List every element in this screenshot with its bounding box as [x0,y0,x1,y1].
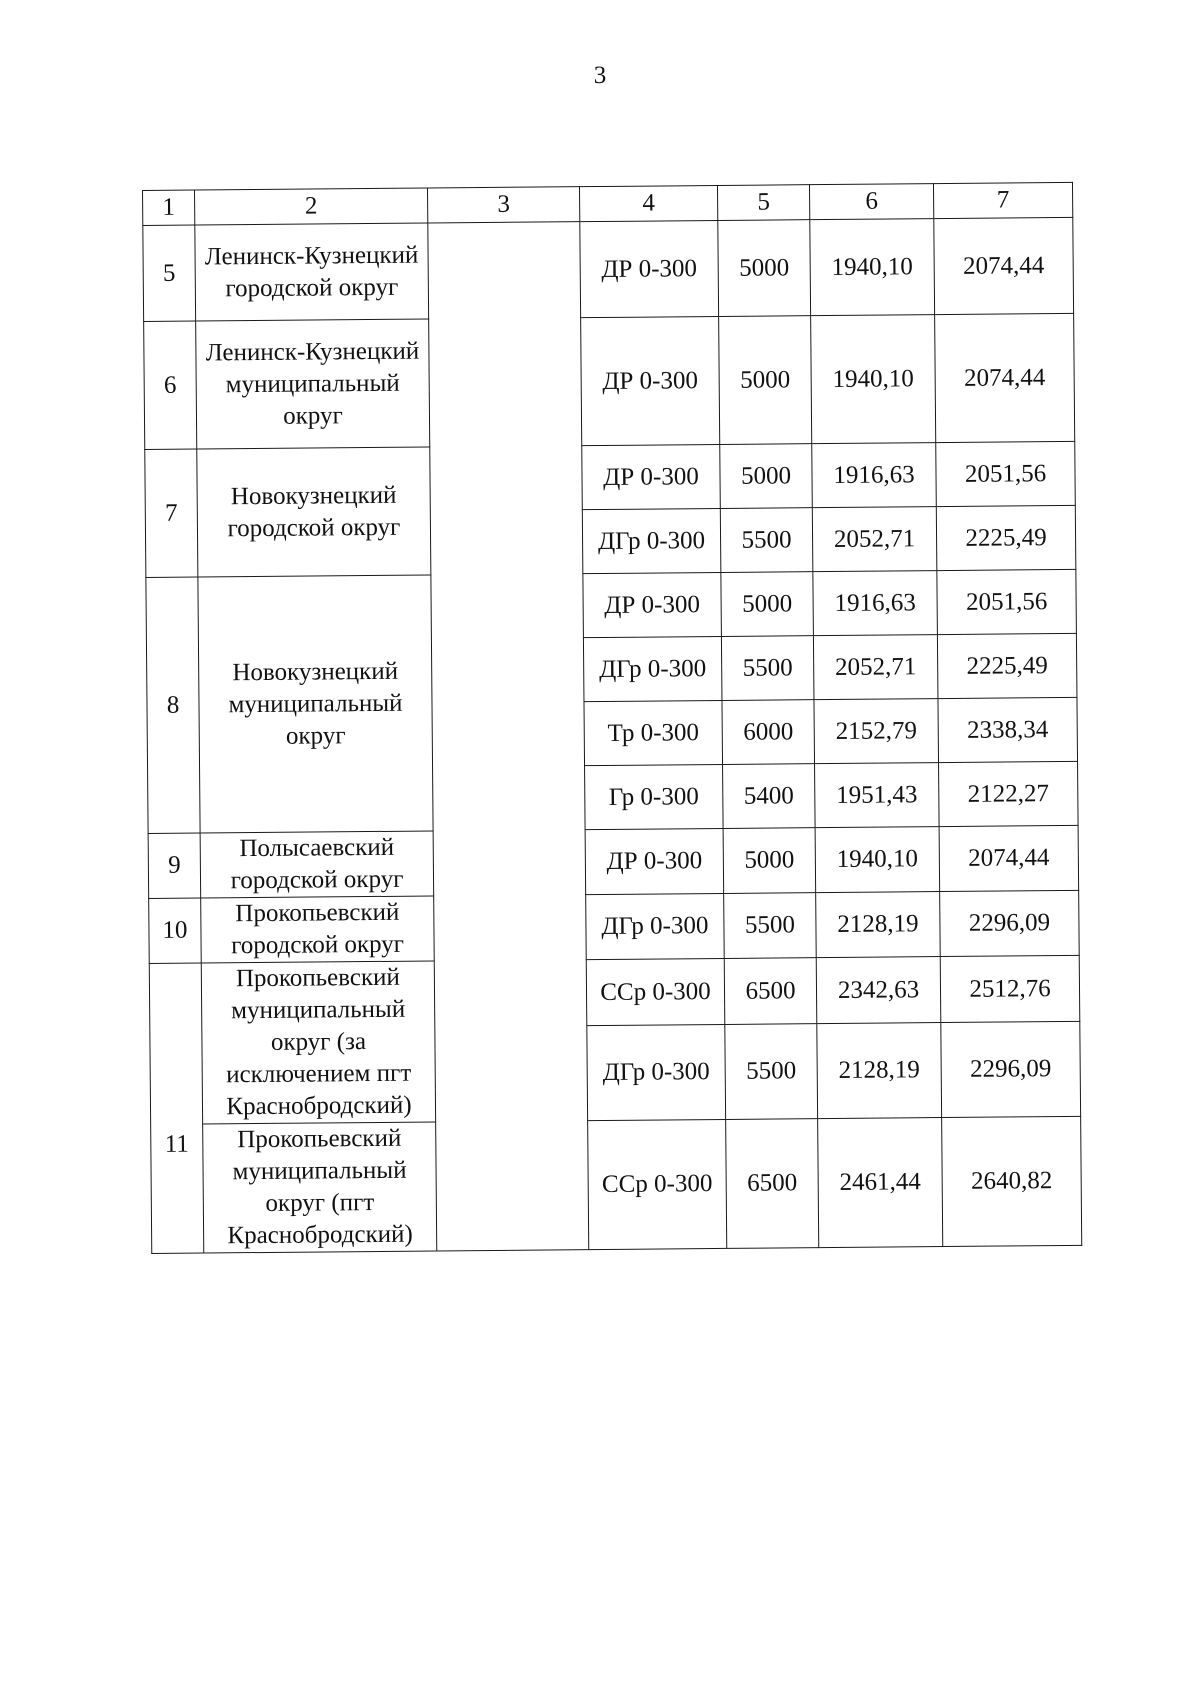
district-name: Ленинск-Кузнецкий муниципальный округ [196,319,430,449]
data-table [142,182,1082,1254]
column-header: 4 [579,185,717,221]
value-col5: 6500 [724,958,817,1025]
value-col5: 5500 [720,508,813,573]
value-col6: 1940,10 [811,315,936,444]
column-header: 7 [933,182,1072,218]
row-number: 9 [148,833,201,898]
column-header: 3 [427,187,579,223]
value-col7: 2074,44 [934,217,1074,314]
value-col7: 2296,09 [940,890,1080,956]
row-number: 5 [143,225,196,321]
value-col7: 2640,82 [942,1116,1082,1246]
grade-code: ДГр 0-300 [583,636,722,701]
value-col7: 2051,56 [936,441,1076,506]
value-col5: 5400 [723,764,816,829]
value-col7: 2296,09 [941,1021,1081,1117]
value-col5: 6000 [722,700,815,765]
value-col7: 2051,56 [937,569,1077,634]
value-col5: 5500 [725,1024,818,1120]
column-3-cell [428,222,589,1251]
row-number: 7 [145,449,198,577]
value-col6: 2128,19 [816,892,941,958]
value-col5: 5500 [724,893,817,959]
value-col7: 2122,27 [939,761,1079,826]
column-header: 6 [809,184,933,220]
value-col7: 2512,76 [940,955,1080,1022]
page-number: 3 [593,62,607,89]
grade-code: ДР 0-300 [585,828,724,894]
grade-code: ДГр 0-300 [582,508,721,573]
value-col6: 2342,63 [816,957,941,1024]
value-col5: 5000 [719,316,812,445]
table-row [145,441,1076,513]
grade-code: Тр 0-300 [584,700,723,765]
value-col7: 2225,49 [937,633,1077,698]
value-col6: 2052,71 [812,507,937,572]
district-name: Полысаевский городской округ [200,831,434,898]
value-col6: 1951,43 [815,763,940,828]
column-header: 5 [717,185,809,221]
grade-code: ССр 0-300 [588,1119,727,1249]
column-header: 2 [195,188,428,225]
column-header: 1 [143,190,195,225]
grade-code: Гр 0-300 [585,764,724,829]
grade-code: ДР 0-300 [580,220,719,317]
value-col5: 5000 [718,220,811,317]
district-name: Прокопьевский муниципальный округ (пгт Краснобродский) [203,1122,437,1253]
value-col6: 1916,63 [812,443,937,508]
table-row [146,569,1077,641]
value-col7: 2074,44 [939,825,1079,891]
value-col7: 2074,44 [935,313,1075,442]
value-col6: 2128,19 [817,1023,942,1119]
district-name: Прокопьевский муниципальный округ (за исключением пгт Краснобродский) [201,961,435,1124]
value-col7: 2225,49 [936,505,1076,570]
row-number: 10 [149,898,202,963]
grade-code: ДГр 0-300 [587,1024,726,1120]
value-col6: 2152,79 [814,699,939,764]
row-number: 6 [144,321,197,449]
district-name: Новокузнецкий муниципальный округ [198,575,433,833]
value-col5: 5500 [721,636,814,701]
grade-code: ДР 0-300 [582,444,721,509]
table-row [148,825,1079,898]
value-col5: 5000 [720,444,813,509]
value-col6: 1916,63 [813,571,938,636]
value-col6: 2461,44 [818,1118,943,1248]
value-col6: 1940,10 [815,827,940,893]
row-number: 11 [149,963,204,1253]
table-row [144,313,1075,449]
grade-code: ДР 0-300 [583,572,722,637]
value-col6: 2052,71 [813,635,938,700]
grade-code: ССр 0-300 [586,958,725,1025]
value-col5: 5000 [723,828,816,894]
district-name: Ленинск-Кузнецкий городской округ [195,223,429,321]
table-row [149,955,1080,1029]
table-row [151,1116,1082,1253]
table-row [149,890,1080,963]
value-col7: 2338,34 [938,697,1078,762]
grade-code: ДГр 0-300 [586,893,725,959]
value-col5: 5000 [721,572,814,637]
value-col6: 1940,10 [810,219,935,316]
grade-code: ДР 0-300 [581,316,720,445]
district-name: Прокопьевский городской округ [201,896,435,963]
table-row [143,217,1074,321]
row-number: 8 [146,577,200,833]
value-col5: 6500 [726,1119,819,1249]
district-name: Новокузнецкий городской округ [197,447,431,577]
